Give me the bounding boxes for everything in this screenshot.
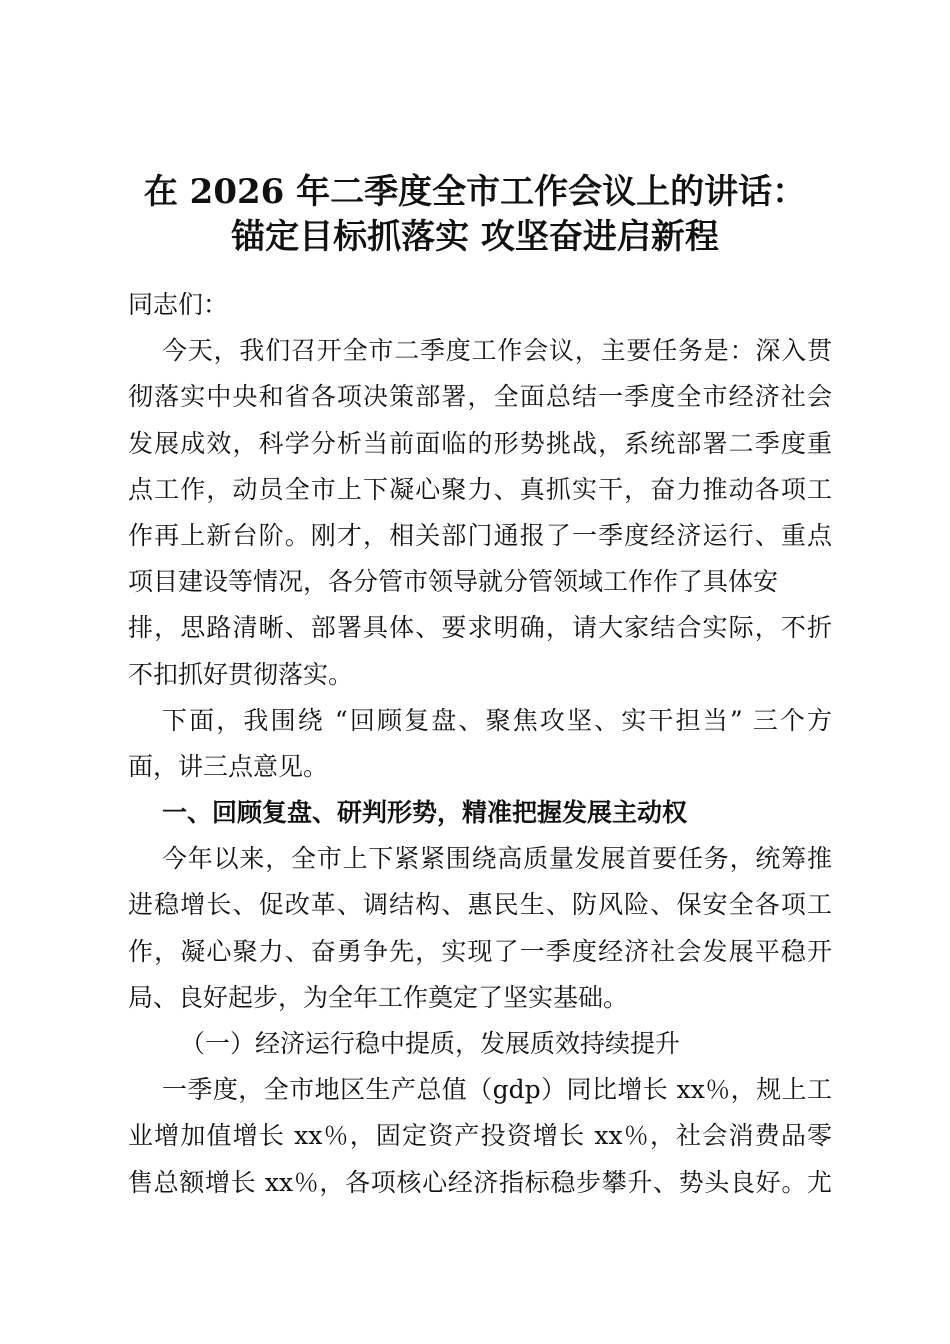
paragraph-line: 不扣抓好贯彻落实。 (128, 659, 354, 689)
paragraph-line: 作再上新台阶。刚才，相关部门通报了一季度经济运行、重点 (128, 520, 832, 550)
paragraph-line: 作，凝心聚力、奋勇争先，实现了一季度经济社会发展平稳开 (128, 936, 832, 966)
document-title (120, 170, 830, 260)
paragraph-line: 彻落实中央和省各项决策部署，全面总结一季度全市经济社会 (128, 382, 832, 412)
document-body (128, 282, 832, 1206)
salutation: 同志们： (128, 290, 229, 319)
title-line-2: 锚定目标抓落实 攻坚奋进启新程 (231, 217, 719, 257)
paragraph-line: 发展成效，科学分析当前面临的形势挑战，系统部署二季度重 (128, 428, 832, 458)
paragraph-line: 项目建设等情况，各分管市领导就分管领域工作作了具体安 (128, 567, 779, 597)
paragraph-line: 今天，我们召开全市二季度工作会议，主要任务是：深入贯 (162, 336, 832, 366)
paragraph-economy (128, 1067, 832, 1206)
paragraph-line: 一季度，全市地区生产总值（gdp）同比增长 xx％，规上工 (162, 1075, 832, 1105)
paragraph-line: 进稳增长、促改革、调结构、惠民生、防风险、保安全各项工 (128, 890, 832, 920)
paragraph-line: 今年以来，全市上下紧紧围绕高质量发展首要任务，统筹推 (162, 844, 832, 874)
section-heading-1: 一、回顾复盘、研判形势，精准把握发展主动权 (162, 798, 688, 828)
title-line-1: 在 2026 年二季度全市工作会议上的讲话： (143, 172, 807, 212)
paragraph-line: 售总额增长 xx％，各项核心经济指标稳步攀升、势头良好。尤 (128, 1167, 832, 1197)
paragraph-opening (128, 328, 832, 698)
paragraph-line: 局、良好起步，为全年工作奠定了坚实基础。 (128, 982, 629, 1012)
paragraph-line: 业增加值增长 xx％，固定资产投资增长 xx％，社会消费品零 (128, 1121, 832, 1151)
paragraph-line: 下面，我围绕 “回顾复盘、聚焦攻坚、实干担当” 三个方 (162, 705, 832, 735)
subsection-heading-1: （一）经济运行稳中提质，发展质效持续提升 (180, 1029, 681, 1058)
paragraph-line: 排，思路清晰、部署具体、要求明确，请大家结合实际，不折 (128, 613, 832, 643)
paragraph-outline (128, 698, 832, 790)
paragraph-line: 点工作，动员全市上下凝心聚力、真抓实干，奋力推动各项工 (128, 474, 832, 504)
paragraph-review (128, 836, 832, 1021)
paragraph-line: 面，讲三点意见。 (128, 751, 329, 781)
